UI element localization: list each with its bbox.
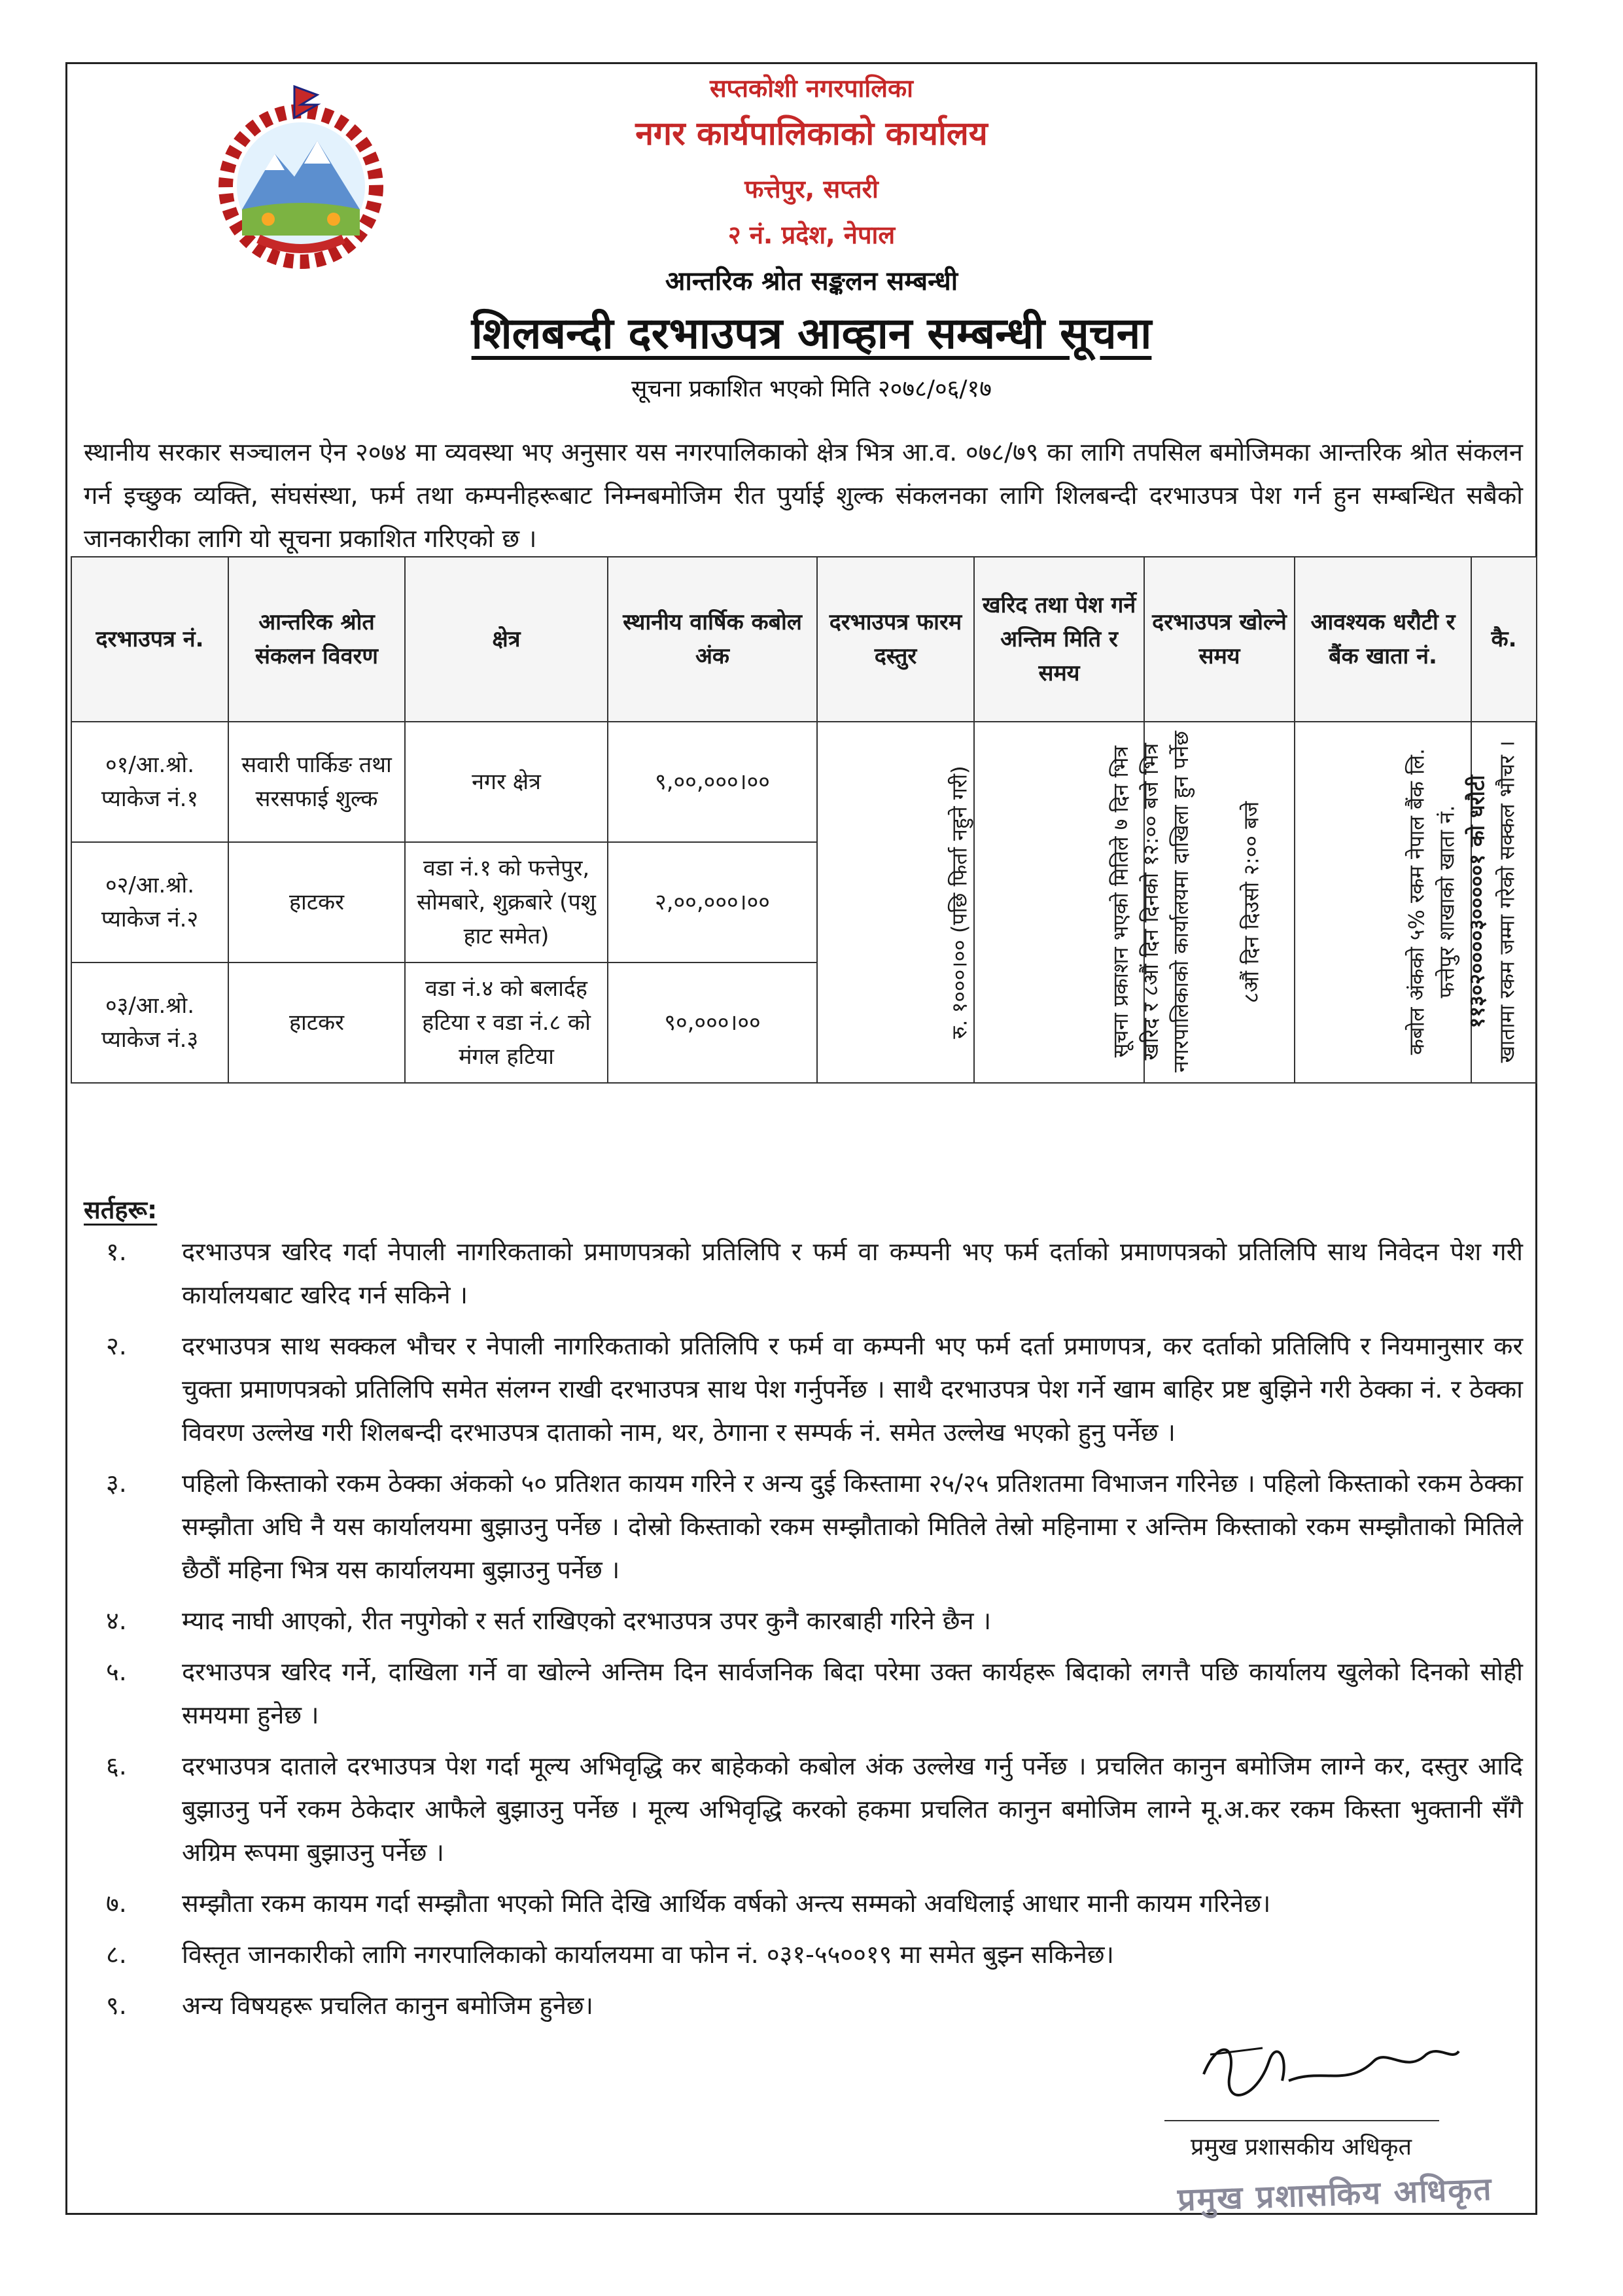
list-item: १. दरभाउपत्र खरिद गर्दा नेपाली नागरिकताको प्रमाणपत्रको प्रतिलिपि र फर्म वा कम्पनी भए फर्म दर्ताको प्रमाणपत्रको प्रतिलिपि साथ निवेदन पेश गरी कार्यालयबाट खरिद गर्न सकिने । [106,1237,1523,1309]
col-header-amount: स्थानीय वार्षिक कबोल अंक [608,557,817,722]
col-header-tender-no: दरभाउपत्र नं. [71,557,228,722]
cell-area: नगर क्षेत्र [405,722,608,842]
intro-paragraph: स्थानीय सरकार सञ्चालन ऐन २०७४ मा व्यवस्था भए अनुसार यस नगरपालिकाको क्षेत्र भित्र आ.व. ०७८/७९ का लागि तपसिल बमोजिमका आन्तरिक श्रोत संकलन गर्न इच्छुक व्यक्ति, संघसंस्था, फर्म तथा कम्पनीहरूबाट निम्नबमोजिम रीत पुर्याई शुल्क संकलनका लागि शिलबन्दी दरभाउपत्र पेश गर्न हुन सम्बन्धित सबैको जानकारीका लागि यो सूचना प्रकाशित गरिएको छ । [84,438,1523,553]
list-item: ८. विस्तृत जानकारीको लागि नगरपालिकाको कार्यालयमा वा फोन नं. ०३१-५५००१९ मा समेत बुझ्न सकिनेछ। [106,1940,1114,1969]
conditions-heading: सर्तहरू: [84,1195,158,1224]
cell-amount: २,००,०००।०० [608,842,817,963]
notice-title: शिलबन्दी दरभाउपत्र आव्हान सम्बन्धी सूचना [471,308,1152,359]
cell-description: हाटकर [228,842,405,963]
list-item: ५. दरभाउपत्र खरिद गर्ने, दाखिला गर्ने वा खोल्ने अन्तिम दिन सार्वजनिक बिदा परेमा उक्त कार्यहरू बिदाको लगत्तै पछि कार्यालय खुलेको दिनको सोही समयमा हुनेछ । [106,1657,1523,1729]
cell-deadline [974,722,1193,1083]
cell-area: वडा नं.४ को बलार्दह हटिया र वडा नं.८ को मंगल हटिया [405,963,608,1083]
official-stamp: प्रमुख प्रशासकिय अधिकृत [1177,2170,1493,2219]
province-name: २ नं. प्रदेश, नेपाल [727,221,896,249]
col-header-deadline: खरिद तथा पेश गर्ने अन्तिम मिति र समय [974,557,1144,722]
cell-tender-no: ०२/आ.श्रो. प्याकेज नं.२ [71,842,228,963]
published-date: सूचना प्रकाशित भएको मिति २०७८/०६/१७ [631,376,992,402]
col-header-opening-time: दरभाउपत्र खोल्ने समय [1144,557,1295,722]
cell-description: सवारी पार्किङ तथा सरसफाई शुल्क [228,722,405,842]
deposit-text: कबोल अंकको ५% रकम नेपाल बैंक लि. फत्तेपुर शाखाको खाता नं. ११३०२००००३०००००१ को धरौटी खातामा रकम जम्मा गरेको सक्कल भौचर । [1404,740,1520,1063]
form-fee-text: रु. १०००।०० (पछि फिर्ता नहुने गरी) [947,766,972,1039]
col-header-form-fee: दरभाउपत्र फारम दस्तुर [817,557,974,722]
notice-topic: आन्तरिक श्रोत सङ्कलन सम्बन्धी [665,266,958,296]
table-header-row [71,557,1537,722]
cell-tender-no: ०३/आ.श्रो. प्याकेज नं.३ [71,963,228,1083]
list-item: ४. म्याद नाघी आएको, रीत नपुगेको र सर्त राखिएको दरभाउपत्र उपर कुनै कारबाही गरिने छैन । [106,1606,992,1635]
opening-time-text: ८औं दिन दिउसो २:०० बजे [1238,801,1264,1004]
handwritten-signature [1191,2015,1465,2113]
signatory-designation: प्रमुख प्रशासकीय अधिकृत [1191,2134,1412,2161]
tender-table [71,556,1537,1084]
municipality-name: सप्तकोशी नगरपालिका [709,74,914,103]
list-item: २. दरभाउपत्र साथ सक्कल भौचर र नेपाली नागरिकताको प्रतिलिपि र फर्म वा कम्पनी भए फर्म दर्ता प्रमाणपत्र, कर दर्ताको प्रतिलिपि र नियमानुसार कर चुक्ता प्रमाणपत्रको प्रतिलिपि समेत संलग्न राखी दरभाउपत्र साथ पेश गर्नुपर्नेछ । साथै दरभाउपत्र पेश गर्ने खाम बाहिर प्रष्ट बुझिने गरी ठेक्का नं. र ठेक्का विवरण उल्लेख गरी शिलबन्दी दरभाउपत्र दाताको नाम, थर, ठेगाना र सम्पर्क नं. समेत उल्लेख भएको हुनु पर्नेछ । [106,1332,1523,1447]
list-item: ७. सम्झौता रकम कायम गर्दा सम्झौता भएको मिति देखि आर्थिक वर्षको अन्त्य सम्मको अवधिलाई आधार मानी कायम गरिनेछ। [106,1889,1271,1918]
signature-line [1164,2120,1439,2121]
cell-tender-no: ०१/आ.श्रो. प्याकेज नं.१ [71,722,228,842]
list-item: ६. दरभाउपत्र दाताले दरभाउपत्र पेश गर्दा मूल्य अभिवृद्धि कर बाहेकको कबोल अंक उल्लेख गर्नु पर्नेछ । प्रचलित कानुन बमोजिम लाग्ने कर, दस्तुर आदि बुझाउनु पर्ने रकम ठेकेदार आफैले बुझाउनु पर्नेछ । मूल्य अभिवृद्धि करको हकमा प्रचलित कानुन बमोजिम लाग्ने मू.अ.कर रकम किस्ता भुक्तानी सँगै अग्रिम रूपमा बुझाउनु पर्नेछ । [106,1752,1523,1867]
conditions-list [84,1230,1523,2035]
col-header-remarks: कै. [1471,557,1537,722]
cell-description: हाटकर [228,963,405,1083]
col-header-area: क्षेत्र [405,557,608,722]
office-location: फत्तेपुर, सप्तरी [744,175,879,203]
list-item: ३. पहिलो किस्ताको रकम ठेक्का अंकको ५० प्रतिशत कायम गरिने र अन्य दुई किस्तामा २५/२५ प्रतिशतमा विभाजन गरिनेछ । पहिलो किस्ताको रकम ठेक्का सम्झौता अघि नै यस कार्यालयमा बुझाउनु पर्नेछ । दोस्रो किस्ताको रकम सम्झौताको मितिले तेस्रो महिनामा र अन्तिम किस्ताको रकम सम्झौताको मितिले छैठौं महिना भित्र यस कार्यालयमा बुझाउनु पर्नेछ । [106,1469,1523,1584]
cell-amount: ९,००,०००।०० [608,722,817,842]
col-header-deposit: आवश्यक धरौटी र बैंक खाता नं. [1295,557,1471,722]
cell-area: वडा नं.१ को फत्तेपुर, सोमबारे, शुक्रबारे (पशु हाट समेत) [405,842,608,963]
cell-deposit [1295,722,1520,1083]
cell-amount: ९०,०००।०० [608,963,817,1083]
deadline-text: सूचना प्रकाशन भएको मितिले ७ दिन भित्र खरिद र ८औं दिन दिनको १२:०० बजे भित्र नगरपालिकाको कार्यालयमा दाखिला हुन पर्नेछ [1108,730,1193,1072]
table-row [71,722,1537,842]
cell-form-fee [817,722,974,1083]
col-header-description: आन्तरिक श्रोत संकलन विवरण [228,557,405,722]
office-name: नगर कार्यपालिकाको कार्यालय [635,115,988,152]
list-item: ९. अन्य विषयहरू प्रचलित कानुन बमोजिम हुनेछ। [106,1991,593,2020]
